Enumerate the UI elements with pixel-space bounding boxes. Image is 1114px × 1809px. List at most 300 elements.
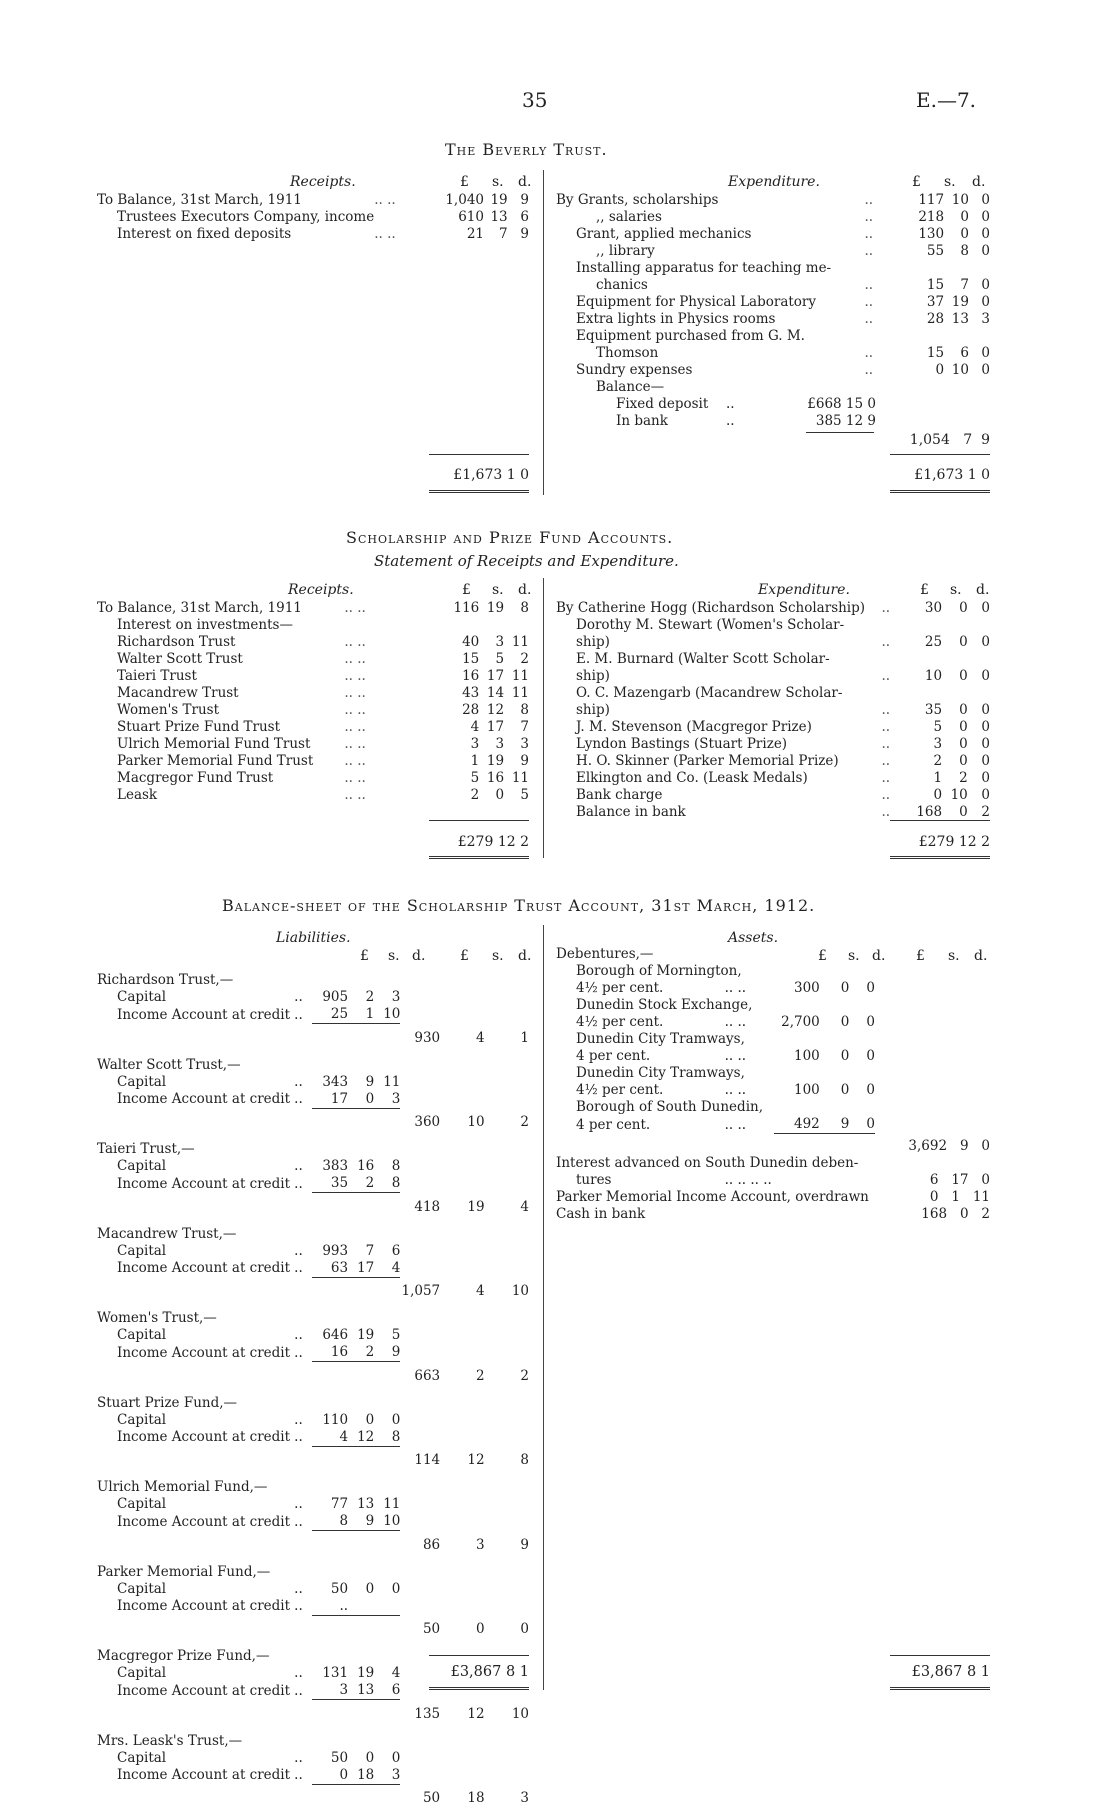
amount-pounds: 25 bbox=[924, 634, 943, 650]
debentures-heading bbox=[556, 946, 990, 963]
leader-dots: .. .. bbox=[344, 685, 366, 701]
total-pounds: 3,692 bbox=[908, 1137, 948, 1154]
amount-pence: 0 bbox=[866, 1014, 875, 1030]
amount-shillings: 0 bbox=[840, 1014, 850, 1030]
amount-pounds: 0 bbox=[933, 787, 943, 803]
ledger-row bbox=[97, 226, 529, 243]
ledger-row bbox=[556, 736, 990, 753]
amount-pounds: 0 bbox=[929, 1188, 939, 1205]
amount-shillings: 0 bbox=[365, 1749, 375, 1766]
spacer bbox=[932, 1116, 990, 1134]
liability-line bbox=[97, 1243, 529, 1260]
leader-dots: .. bbox=[294, 1767, 303, 1783]
ledger-row bbox=[556, 787, 990, 804]
amount-pounds: 5 bbox=[933, 719, 943, 735]
amount-pence: 3 bbox=[981, 311, 990, 327]
leader-dots: .. bbox=[294, 1665, 303, 1681]
spacer bbox=[440, 1496, 484, 1513]
spacer bbox=[485, 1158, 529, 1175]
amount-pence: 0 bbox=[981, 277, 990, 293]
row-label: Stuart Prize Fund Trust bbox=[117, 719, 281, 735]
leader-dots bbox=[881, 685, 899, 702]
total-shillings: 0 bbox=[475, 1621, 485, 1637]
amount-pounds: 130 bbox=[918, 226, 945, 242]
debenture-issuer: Dunedin City Tramways, bbox=[576, 1065, 745, 1081]
leader-dots bbox=[864, 328, 895, 345]
ledger-row bbox=[556, 209, 990, 226]
ledger-row bbox=[556, 600, 990, 617]
liability-line bbox=[97, 1581, 529, 1598]
balance-item-label: In bank bbox=[616, 413, 668, 429]
leader-dots: .. bbox=[881, 600, 891, 616]
row-label: ship) bbox=[576, 702, 610, 718]
amount-shillings: 0 bbox=[959, 600, 968, 616]
debentures-total-amount bbox=[875, 1134, 990, 1155]
spacer bbox=[485, 1074, 529, 1091]
spacer bbox=[485, 989, 529, 1006]
line-label: Capital bbox=[117, 1580, 167, 1597]
amount-shillings: 19 bbox=[486, 753, 505, 769]
amount-shillings: 13 bbox=[357, 1682, 375, 1698]
spacer bbox=[485, 1006, 529, 1024]
amount-pounds: 100 bbox=[794, 1082, 820, 1098]
amount-shillings: 0 bbox=[840, 1082, 850, 1098]
spacer bbox=[400, 1243, 440, 1260]
ledger-row bbox=[97, 702, 529, 719]
amount-pence: 7 bbox=[520, 719, 529, 735]
leader-dots: .. bbox=[864, 209, 874, 225]
row-label: To Balance, 31st March, 1911 bbox=[97, 192, 302, 208]
total-shillings: 10 bbox=[467, 1114, 485, 1130]
asset-line1 bbox=[556, 1155, 990, 1172]
leader-dots: .. bbox=[294, 1242, 303, 1259]
leader-dots: .. bbox=[881, 804, 891, 820]
ledger-row bbox=[97, 617, 529, 634]
leader-dots: .. .. bbox=[344, 634, 366, 650]
debenture-line2 bbox=[556, 1116, 990, 1134]
scholarship-rec-col-pence: d. bbox=[518, 582, 532, 598]
row-label: Extra lights in Physics rooms bbox=[576, 311, 776, 327]
liability-group-name bbox=[97, 1131, 529, 1158]
total-pounds: 663 bbox=[414, 1367, 441, 1384]
row-label: Ulrich Memorial Fund Trust bbox=[117, 736, 311, 752]
line-label: Capital bbox=[117, 989, 167, 1005]
debentures-label: Debentures,— bbox=[556, 946, 654, 962]
sub-rule bbox=[312, 1700, 400, 1723]
asset-col2-pound: £ bbox=[916, 948, 925, 964]
leader-dots: .. bbox=[294, 1260, 303, 1276]
liability-total bbox=[97, 1108, 529, 1131]
asset-line bbox=[556, 1189, 990, 1206]
total-pence: 10 bbox=[511, 1283, 529, 1299]
debenture-issuer: Dunedin City Tramways, bbox=[576, 1031, 745, 1047]
liability-group-name bbox=[97, 1300, 529, 1327]
ledger-row bbox=[556, 260, 990, 277]
spacer bbox=[485, 1513, 529, 1531]
amount-pence bbox=[504, 617, 529, 634]
assets-heading: Assets. bbox=[728, 930, 779, 946]
liabilities-total: £3,867 8 1 bbox=[450, 1664, 529, 1680]
spacer bbox=[440, 1158, 484, 1175]
line-label: Capital bbox=[117, 1158, 167, 1174]
asset-col1-pound: £ bbox=[818, 948, 827, 964]
trust-name: Richardson Trust,— bbox=[97, 972, 234, 988]
row-label: Balance in bank bbox=[576, 804, 686, 820]
spacer bbox=[440, 1429, 484, 1447]
amount-pence: 0 bbox=[866, 980, 875, 996]
beverly-exp-col-pound: £ bbox=[912, 174, 921, 190]
amount-pounds: 1 bbox=[470, 753, 480, 769]
amount-shillings bbox=[944, 379, 969, 396]
row-label: Elkington and Co. (Leask Medals) bbox=[576, 770, 808, 786]
row-label: By Grants, scholarships bbox=[556, 192, 719, 208]
amount-shillings: 0 bbox=[495, 787, 505, 803]
amount-pence: 0 bbox=[981, 243, 990, 259]
amount-shillings: 0 bbox=[840, 1048, 850, 1064]
liability-total bbox=[97, 1024, 529, 1047]
amount-pounds: 35 bbox=[330, 1175, 349, 1191]
total-shillings: 4 bbox=[475, 1029, 485, 1046]
ledger-row bbox=[97, 719, 529, 736]
spacer bbox=[400, 1429, 440, 1447]
amount-pence: 0 bbox=[981, 226, 990, 242]
leader-dots: .. bbox=[881, 770, 891, 786]
spacer bbox=[875, 1048, 933, 1065]
amount-shillings: 0 bbox=[959, 1205, 969, 1222]
amount-pence: 0 bbox=[981, 770, 990, 786]
total-shillings: 2 bbox=[475, 1367, 485, 1384]
amount-pence: 2 bbox=[981, 1205, 990, 1222]
leader-dots bbox=[881, 617, 899, 634]
liabilities-table bbox=[97, 962, 529, 1807]
amount-pence: 0 bbox=[981, 787, 990, 803]
total-pence: 1 bbox=[520, 1029, 529, 1046]
balance-sheet-title: Balance-sheet of the Scholarship Trust Account, 31st March, 1912. bbox=[222, 896, 816, 915]
scholarship-rec-total-double-rule bbox=[429, 856, 529, 859]
leader-dots: .. bbox=[726, 413, 735, 429]
amount-pounds: 43 bbox=[462, 685, 480, 701]
scholarship-exp-col-shillings: s. bbox=[950, 582, 962, 598]
row-label: Equipment for Physical Laboratory bbox=[576, 294, 817, 310]
debentures-total bbox=[556, 1134, 990, 1155]
spacer bbox=[932, 980, 990, 997]
amount-pounds: 2 bbox=[933, 753, 943, 769]
amount-pence: 0 bbox=[391, 1411, 401, 1428]
amount-pounds: .. bbox=[339, 1597, 349, 1614]
balance-item-row bbox=[616, 396, 876, 413]
ledger-row bbox=[556, 345, 990, 362]
row-label: Leask bbox=[117, 787, 158, 803]
balance-item-row bbox=[616, 413, 876, 430]
total-pence: 8 bbox=[520, 1452, 529, 1468]
spacer bbox=[400, 989, 440, 1006]
leader-dots: .. .. bbox=[344, 651, 366, 667]
debenture-rate: 4 per cent. bbox=[576, 1048, 651, 1064]
amount-pence: 9 bbox=[520, 753, 529, 769]
ledger-row bbox=[556, 277, 990, 294]
amount-pence: 0 bbox=[981, 345, 990, 361]
amount-pounds bbox=[895, 379, 944, 396]
amount-pounds: 50 bbox=[330, 1749, 349, 1766]
amount-pounds: 8 bbox=[339, 1513, 349, 1529]
ledger-row bbox=[97, 209, 529, 226]
spacer bbox=[875, 1014, 933, 1031]
leader-dots: .. bbox=[864, 192, 874, 208]
spacer bbox=[485, 1581, 529, 1598]
liabilities-total-rule bbox=[429, 1655, 529, 1656]
ledger-row bbox=[556, 192, 990, 209]
beverly-receipts-total-rule bbox=[429, 454, 529, 455]
beverly-balance-items bbox=[616, 396, 876, 430]
spacer bbox=[485, 1767, 529, 1785]
amount-pounds: 2 bbox=[470, 787, 480, 803]
leader-dots: .. bbox=[294, 1496, 303, 1512]
ledger-row bbox=[97, 634, 529, 651]
scholarship-exp-total-rule bbox=[890, 820, 990, 821]
leader-dots bbox=[881, 651, 899, 668]
scholarship-exp-total-double-rule bbox=[890, 856, 990, 859]
line-label: Income Account at credit bbox=[117, 1006, 291, 1023]
total-pounds: 135 bbox=[414, 1705, 441, 1722]
spacer bbox=[97, 1531, 312, 1554]
row-label: Interest on fixed deposits bbox=[117, 226, 292, 242]
beverly-receipts-col-pound: £ bbox=[460, 174, 469, 190]
ledger-row bbox=[97, 753, 529, 770]
leader-dots: .. bbox=[294, 1091, 303, 1107]
leader-dots: .. .. bbox=[724, 1116, 747, 1133]
liability-line bbox=[97, 1175, 529, 1193]
amount-pence: 0 bbox=[981, 668, 990, 684]
row-label: Equipment purchased from G. M. bbox=[576, 328, 805, 344]
amount-shillings: 18 bbox=[357, 1766, 375, 1783]
row-label: Bank charge bbox=[576, 787, 663, 803]
leader-dots: .. bbox=[881, 753, 891, 769]
liability-total bbox=[97, 1784, 529, 1807]
spacer bbox=[485, 1598, 529, 1616]
total-pounds: 50 bbox=[422, 1621, 441, 1637]
leader-dots: .. bbox=[864, 277, 874, 293]
amount-pounds bbox=[899, 617, 942, 634]
amount-shillings: 10 bbox=[951, 192, 969, 208]
amount-pounds: 0 bbox=[935, 362, 945, 378]
asset-line bbox=[556, 1206, 990, 1223]
amount-pence: 0 bbox=[391, 1749, 401, 1766]
amount-pence: 8 bbox=[391, 1428, 401, 1445]
amount-pence: 11 bbox=[383, 1073, 401, 1090]
line-label: Capital bbox=[117, 1496, 167, 1512]
amount-shillings: 8 bbox=[960, 243, 969, 259]
amount-pounds: 383 bbox=[322, 1158, 349, 1174]
liab-col1-pence: d. bbox=[412, 948, 426, 964]
page-number: 35 bbox=[522, 88, 548, 112]
amount-pence: 3 bbox=[391, 1766, 401, 1783]
amount-pounds: 1 bbox=[933, 770, 943, 786]
leader-dots: .. .. bbox=[724, 1048, 747, 1064]
amount-pounds: 646 bbox=[322, 1327, 349, 1343]
spacer bbox=[485, 1327, 529, 1344]
amount-pounds: 117 bbox=[918, 192, 945, 208]
row-label: ship) bbox=[576, 668, 610, 684]
spacer bbox=[485, 1682, 529, 1700]
liability-line bbox=[97, 1006, 529, 1024]
spacer bbox=[97, 1784, 312, 1807]
assets-total-double-rule bbox=[890, 1687, 990, 1690]
amount-pence: 8 bbox=[520, 702, 529, 718]
amount-pounds: 15 bbox=[926, 277, 945, 293]
amount-pounds: 905 bbox=[322, 989, 349, 1005]
ledger-row bbox=[556, 294, 990, 311]
leader-dots: .. bbox=[294, 989, 303, 1005]
ledger-row bbox=[556, 804, 990, 821]
leader-dots: .. bbox=[864, 362, 874, 378]
amount-shillings bbox=[942, 651, 968, 668]
amount-shillings: 13 bbox=[951, 311, 969, 327]
liability-group-name bbox=[97, 1469, 529, 1496]
spacer bbox=[485, 1344, 529, 1362]
spacer bbox=[400, 1158, 440, 1175]
spacer bbox=[400, 1682, 440, 1700]
spacer bbox=[556, 1134, 774, 1155]
liab-col2-pence: d. bbox=[518, 948, 532, 964]
spacer bbox=[875, 1082, 933, 1099]
liability-total bbox=[97, 1193, 529, 1216]
amount-shillings: 17 bbox=[951, 1171, 969, 1188]
spacer bbox=[440, 1074, 484, 1091]
amount-pounds: 3 bbox=[470, 736, 480, 752]
scholarship-exp-col-pound: £ bbox=[920, 582, 929, 598]
amount-shillings: 19 bbox=[951, 294, 969, 310]
liability-line bbox=[97, 1260, 529, 1278]
scholarship-exp-col-pence: d. bbox=[976, 582, 990, 598]
page-reference: E.—7. bbox=[916, 88, 977, 112]
debenture-line2 bbox=[556, 1048, 990, 1065]
amount-pence: 0 bbox=[866, 1048, 875, 1064]
amount-pence: 9 bbox=[391, 1344, 401, 1360]
amount-pence bbox=[969, 328, 990, 345]
liability-line bbox=[97, 1598, 529, 1616]
amount-pence: 0 bbox=[981, 294, 990, 310]
leader-dots: .. .. bbox=[344, 787, 366, 803]
liability-total bbox=[97, 1700, 529, 1723]
amount-pence: 11 bbox=[383, 1496, 401, 1512]
ledger-row bbox=[97, 192, 529, 209]
row-label: Installing apparatus for teaching me- bbox=[576, 260, 832, 276]
amount-shillings: 1 bbox=[951, 1188, 960, 1205]
spacer bbox=[400, 1006, 440, 1024]
line-label: Capital bbox=[117, 1242, 167, 1259]
spacer bbox=[440, 1750, 484, 1767]
leader-dots bbox=[344, 617, 416, 634]
amount-shillings: 2 bbox=[365, 1175, 375, 1191]
spacer bbox=[400, 1513, 440, 1531]
scholarship-receipts-heading: Receipts. bbox=[288, 582, 354, 598]
spacer bbox=[440, 1344, 484, 1362]
line-label: Income Account at credit bbox=[117, 1682, 291, 1699]
trust-name: Parker Memorial Fund,— bbox=[97, 1563, 271, 1580]
spacer bbox=[400, 1750, 440, 1767]
balance-sheet-divider bbox=[543, 925, 544, 1690]
scholarship-expenditure-total: £279 12 2 bbox=[918, 834, 990, 850]
spacer bbox=[440, 1006, 484, 1024]
amount-pounds: 131 bbox=[322, 1665, 349, 1681]
amount-pence: 3 bbox=[520, 736, 529, 752]
sub-rule bbox=[312, 1362, 400, 1385]
amount-pounds: 77 bbox=[330, 1496, 349, 1512]
beverly-expenditure-heading: Expenditure. bbox=[728, 174, 820, 190]
amount-pence: 0 bbox=[981, 362, 990, 378]
leader-dots: .. .. bbox=[344, 753, 366, 769]
asset-col1-shillings: s. bbox=[848, 948, 860, 964]
leader-dots: .. .. bbox=[344, 668, 366, 684]
total-pounds: 418 bbox=[414, 1198, 441, 1215]
amount-pounds: 5 bbox=[470, 770, 480, 786]
amount-shillings: 6 bbox=[960, 345, 969, 361]
ledger-row bbox=[556, 651, 990, 668]
line-label: Income Account at credit bbox=[117, 1260, 291, 1276]
beverly-balance-rule bbox=[806, 432, 874, 433]
spacer bbox=[485, 1750, 529, 1767]
ledger-row bbox=[556, 243, 990, 260]
spacer bbox=[97, 1108, 312, 1131]
debenture-line1 bbox=[556, 963, 990, 980]
asset-label: Parker Memorial Income Account, overdrawn bbox=[556, 1188, 869, 1205]
total-pounds: 930 bbox=[414, 1029, 441, 1046]
amount-pence: 11 bbox=[511, 668, 529, 684]
amount-pounds: 3 bbox=[339, 1682, 349, 1698]
scholarship-divider bbox=[543, 578, 544, 858]
amount-pounds bbox=[895, 260, 944, 277]
amount-pounds: 168 bbox=[916, 804, 943, 820]
amount-shillings: 2 bbox=[365, 1344, 375, 1360]
scholarship-rec-total-rule bbox=[429, 820, 529, 821]
amount-pounds: 15 bbox=[462, 651, 480, 667]
leader-dots: .. bbox=[864, 311, 874, 327]
sub-rule bbox=[312, 1531, 400, 1554]
ledger-row bbox=[556, 226, 990, 243]
line-label: Income Account at credit bbox=[117, 1091, 291, 1107]
leader-dots: .. bbox=[881, 719, 891, 735]
amount-pence bbox=[968, 685, 990, 702]
amount-pounds: 17 bbox=[330, 1090, 349, 1107]
leader-dots: .. .. bbox=[344, 770, 366, 786]
liability-group-name bbox=[97, 1554, 529, 1581]
amount-pence: 0 bbox=[391, 1580, 401, 1597]
amount-pence: 4 bbox=[391, 1665, 401, 1681]
amount-pounds: 100 bbox=[794, 1048, 820, 1064]
ledger-row bbox=[556, 719, 990, 736]
asset-label: Cash in bank bbox=[556, 1205, 646, 1222]
row-label: Trustees Executors Company, income bbox=[117, 209, 375, 225]
spacer bbox=[440, 989, 484, 1006]
row-label: Walter Scott Trust bbox=[117, 651, 243, 667]
spacer bbox=[440, 1412, 484, 1429]
spacer bbox=[932, 1048, 990, 1065]
row-label: Taieri Trust bbox=[117, 668, 197, 684]
liability-total bbox=[97, 1446, 529, 1469]
row-label: Dorothy M. Stewart (Women's Scholar- bbox=[576, 617, 845, 633]
spacer bbox=[97, 1615, 312, 1638]
debenture-issuer: Borough of South Dunedin, bbox=[576, 1099, 763, 1115]
total-pounds: 1,057 bbox=[401, 1283, 441, 1299]
row-label: By Catherine Hogg (Richardson Scholarship) bbox=[556, 600, 866, 616]
amount-pounds: 28 bbox=[462, 702, 480, 718]
amount-pence: 0 bbox=[866, 1116, 875, 1132]
liab-col1-pound: £ bbox=[360, 948, 369, 964]
asset-col2-shillings: s. bbox=[948, 948, 960, 964]
amount-pence: 11 bbox=[511, 685, 529, 701]
line-label: Capital bbox=[117, 1665, 167, 1681]
amount-shillings: 13 bbox=[490, 209, 508, 225]
